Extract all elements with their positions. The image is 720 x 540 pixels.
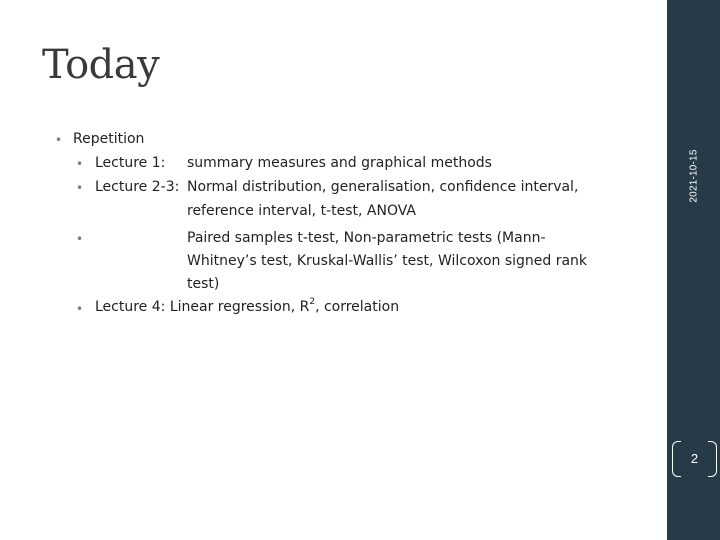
bullet-icon: • — [55, 133, 63, 147]
page-number-box — [672, 441, 717, 477]
lecture4-suffix: , correlation — [315, 299, 400, 315]
lecture1-text: summary measures and graphical methods — [187, 155, 492, 171]
extra-line2: Whitney’s test, Kruskal-Wallis’ test, Wilcoxon signed rank — [187, 253, 588, 269]
bullet-icon: • — [76, 302, 84, 316]
lecture1-label: Lecture 1: — [95, 155, 166, 171]
bullet-icon: • — [76, 232, 84, 246]
slide-title: Today — [42, 42, 160, 88]
lecture4-prefix: Lecture 4: Linear regression, R — [95, 299, 310, 315]
slide-date: 2021-10-15 — [688, 149, 700, 203]
lecture4-line — [95, 299, 399, 315]
bullet-repetition: Repetition — [73, 131, 145, 147]
lecture23-line1: Normal distribution, generalisation, confidence interval, — [187, 179, 579, 195]
lecture23-line2: reference interval, t-test, ANOVA — [187, 203, 416, 219]
bullet-icon: • — [76, 181, 84, 195]
bullet-icon: • — [76, 157, 84, 171]
lecture4-superscript: 2 — [309, 297, 316, 308]
page-number: 2 — [690, 451, 699, 466]
extra-line3: test) — [187, 276, 220, 292]
lecture23-label: Lecture 2-3: — [95, 179, 180, 195]
extra-line1: Paired samples t-test, Non-parametric tests (Mann- — [187, 230, 546, 246]
